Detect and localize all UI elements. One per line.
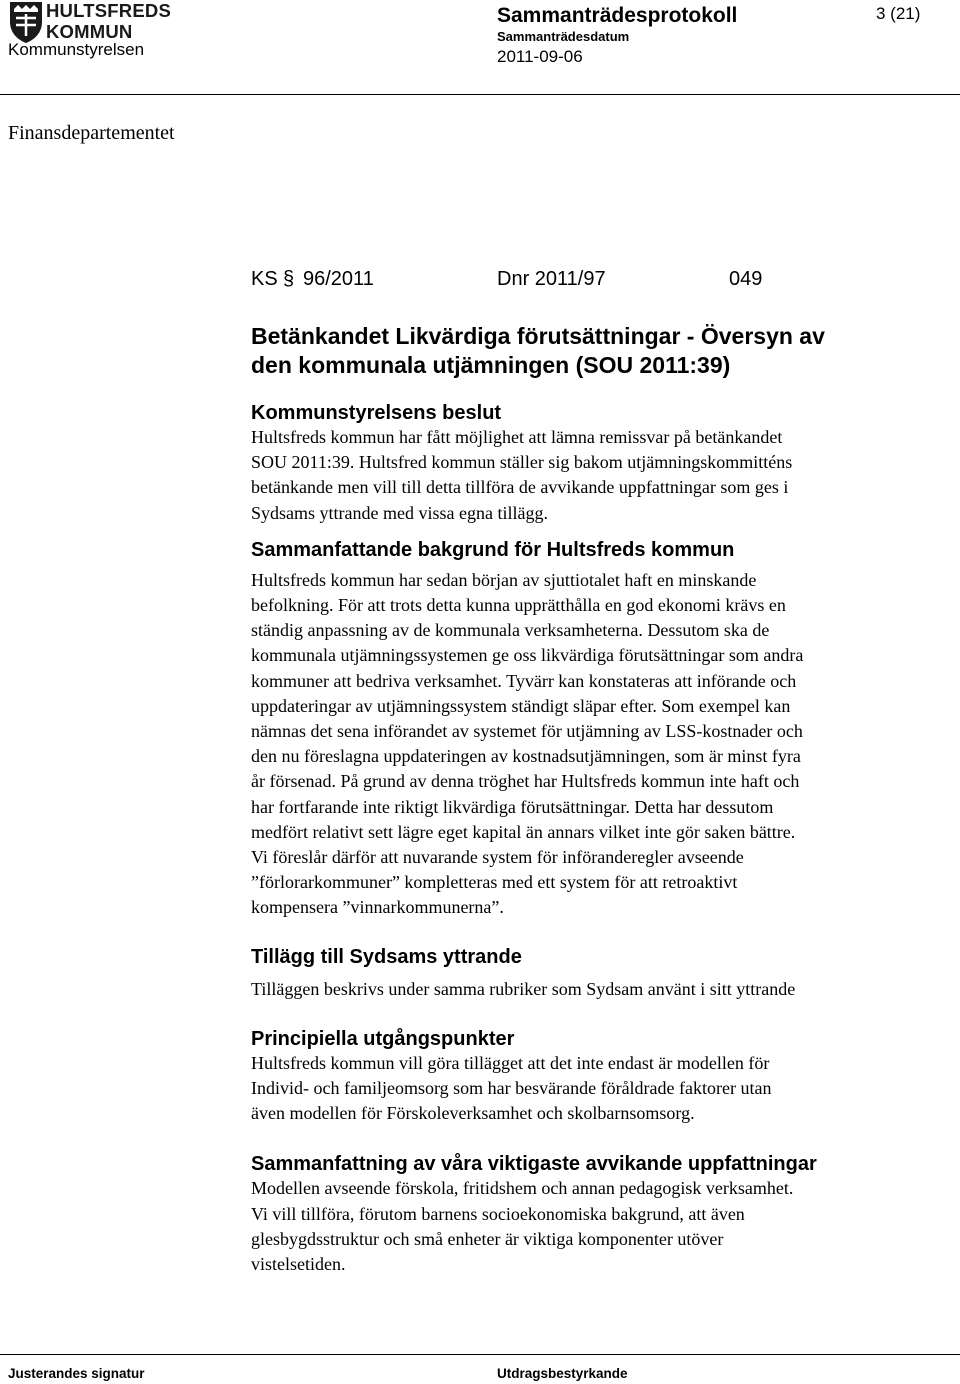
text-line: den nu föreslagna uppdateringen av kostnadsutjämningen, som är minst fyra: [251, 746, 801, 767]
text-line: betänkande men vill till detta tillföra de avvikande uppfattningar som ges i: [251, 477, 789, 498]
section-paragraph-decision: [251, 425, 941, 526]
text-line: även modellen för Förskoleverksamhet och skolbarnsomsorg.: [251, 1103, 695, 1124]
section-heading-summary: Sammanfattning av våra viktigaste avvikande uppfattningar: [251, 1153, 817, 1176]
text-line: Tilläggen beskrivs under samma rubriker som Sydsam använt i sitt yttrande: [251, 978, 796, 999]
header-divider: [0, 94, 960, 95]
title-line: den kommunala utjämningen (SOU 2011:39): [251, 352, 731, 378]
text-line: Modellen avseende förskola, fritidshem och annan pedagogisk verksamhet.: [251, 1178, 794, 1199]
case-number: 96/2011: [303, 268, 374, 290]
page-number: 3 (21): [876, 4, 921, 23]
text-line: SOU 2011:39. Hultsfred kommun ställer sig bakom utjämningskommitténs: [251, 452, 793, 473]
text-line: ”förlorarkommuner” kompletteras med ett system för att retroaktivt: [251, 872, 738, 893]
matter-title: [251, 322, 941, 380]
text-line: uppdateringar av utjämningssystem ständigt släpar efter. Som exempel kan: [251, 695, 791, 716]
footer-divider: [0, 1354, 960, 1355]
text-line: medfört relativt sett lägre eget kapital än annars vilket inte gör saken bättre.: [251, 821, 796, 842]
section-paragraph-additions: [251, 977, 941, 1002]
section-paragraph-background: [251, 568, 941, 921]
section-symbol: §: [283, 268, 295, 290]
signature-label: Justerandes signatur: [8, 1366, 145, 1381]
text-line: Sydsams yttrande med vissa egna tillägg.: [251, 502, 548, 523]
department: Finansdepartementet: [8, 122, 175, 144]
title-line: Betänkandet Likvärdiga förutsättningar - Översyn av: [251, 323, 825, 349]
text-line: Hultsfreds kommun vill göra tillägget att det inte endast är modellen för: [251, 1052, 770, 1073]
text-line: kommuner att bedriva verksamhet. Tyvärr kan konstateras att införande och: [251, 670, 797, 691]
text-line: Vi vill tillföra, förutom barnens socioekonomiska bakgrund, att även: [251, 1203, 745, 1224]
meeting-date-label: Sammanträdesdatum: [497, 29, 630, 44]
text-line: vistelsetiden.: [251, 1254, 346, 1275]
text-line: nämnas det sena införandet av systemet för utjämning av LSS-kostnader och: [251, 721, 803, 742]
logo-line-1: HULTSFREDS: [46, 0, 171, 21]
section-heading-decision: Kommunstyrelsens beslut: [251, 402, 502, 424]
classification-code: 049: [729, 268, 763, 290]
text-line: kommunala utjämningssystemen ge oss likvärdiga förutsättningar som andra: [251, 645, 804, 666]
section-heading-background: Sammanfattande bakgrund för Hultsfreds kommun: [251, 538, 735, 561]
section-paragraph-principles: [251, 1051, 941, 1127]
document-body: [251, 322, 941, 1277]
text-line: befolkning. För att trots detta kunna upprätthålla en god ekonomi krävs en: [251, 595, 786, 616]
logo-line-2: KOMMUN: [46, 21, 133, 42]
section-heading-principles: Principiella utgångspunkter: [251, 1027, 515, 1050]
text-line: Vi föreslår därför att nuvarande system för införanderegler avseende: [251, 847, 744, 868]
section-paragraph-summary: [251, 1176, 941, 1277]
text-line: ständig anpassning av de kommunala verksamheterna. Dessutom ska de: [251, 620, 770, 641]
org-unit: Kommunstyrelsen: [8, 40, 145, 59]
coat-of-arms-icon: [8, 0, 48, 44]
text-line: glesbygdsstruktur och små enheter är viktiga komponenter utöver: [251, 1228, 724, 1249]
section-heading-additions: Tillägg till Sydsams yttrande: [251, 945, 522, 968]
case-ks: KS: [251, 268, 278, 290]
dnr-number: Dnr 2011/97: [497, 268, 606, 290]
text-line: år försenad. På grund av denna tröghet har Hultsfreds kommun inte haft och: [251, 771, 800, 792]
logo-wordmark: [46, 0, 171, 42]
text-line: Hultsfreds kommun har fått möjlighet att lämna remissvar på betänkandet: [251, 427, 783, 447]
text-line: har fortfarande inte riktigt likvärdiga förutsättningar. Detta har dessutom: [251, 796, 774, 817]
text-line: Hultsfreds kommun har sedan början av sjuttiotalet haft en minskande: [251, 569, 757, 590]
meeting-date: 2011-09-06: [497, 47, 583, 66]
text-line: Individ- och familjeomsorg som har besvärande föråldrade faktorer utan: [251, 1078, 772, 1099]
extract-certification-label: Utdragsbestyrkande: [497, 1366, 628, 1381]
text-line: kompensera ”vinnarkommunerna”.: [251, 897, 504, 918]
document-title: Sammanträdesprotokoll: [497, 4, 738, 27]
